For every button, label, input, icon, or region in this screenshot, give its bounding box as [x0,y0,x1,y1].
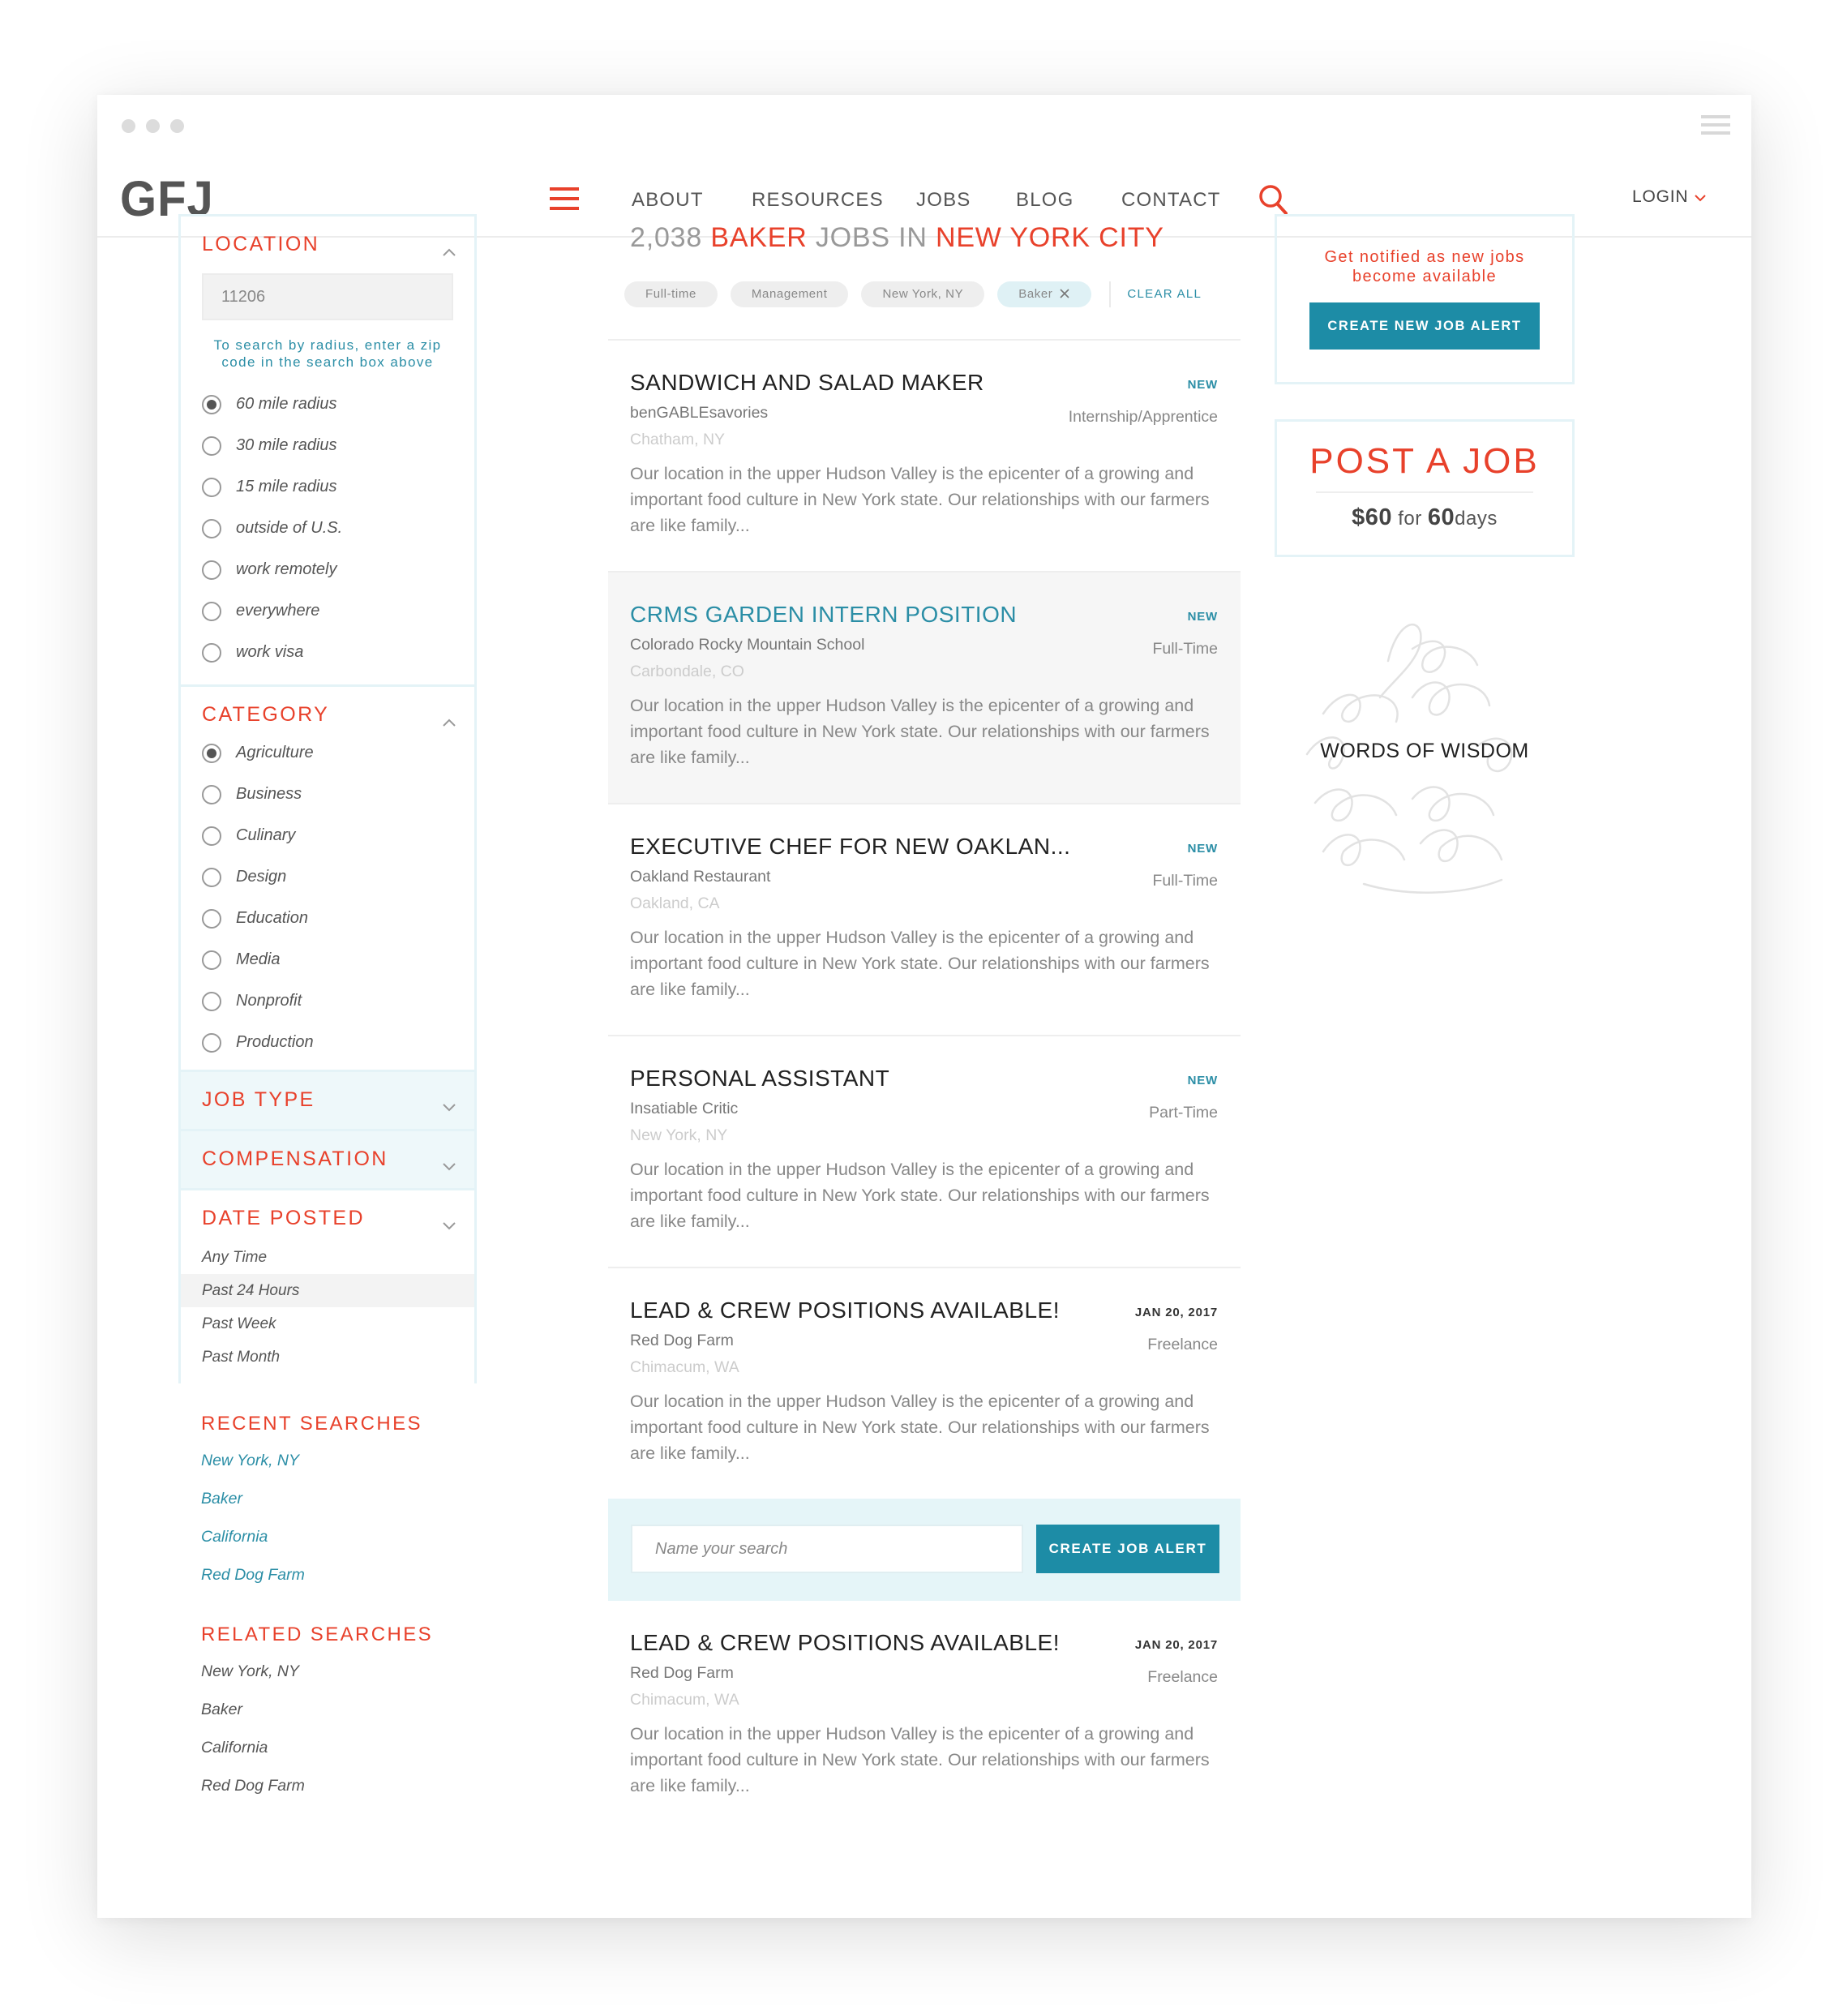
post-a-job-price [1277,504,1572,531]
job-location: Chimacum, WA [630,1358,739,1376]
location-option-work-visa[interactable] [181,632,474,673]
job-title[interactable]: SANDWICH AND SALAD MAKER [630,370,984,395]
related-search-link[interactable]: Red Dog Farm [201,1777,305,1795]
price-amount: $60 [1352,504,1393,530]
job-company: Red Dog Farm [630,1332,734,1349]
results-count: 2,038 [630,222,703,253]
compensation-filter-header[interactable] [181,1131,474,1188]
radio-button-icon[interactable] [202,519,221,538]
job-description: Our location in the upper Hudson Valley is the epicenter of a growing and important food culture in New York state. Our relationships with our farmers are like family... [630,928,1210,999]
job-location: Chimacum, WA [630,1691,739,1709]
category-option-education[interactable] [181,898,474,939]
job-location: Carbondale, CO [630,663,744,680]
divider [1316,491,1533,493]
job-type: Internship/Apprentice [1068,408,1218,426]
job-title[interactable]: EXECUTIVE CHEF FOR NEW OAKLAN... [630,834,1071,859]
job-type: Freelance [1147,1668,1218,1686]
job-company: benGABLEsavories [630,404,769,422]
hamburger-menu-icon[interactable] [550,187,579,210]
create-new-job-alert-button[interactable]: CREATE NEW JOB ALERT [1309,302,1540,350]
date-option-past-24-hours[interactable]: Past 24 Hours [181,1274,474,1307]
job-location: Chatham, NY [630,431,726,448]
category-option-label: Design [236,868,287,886]
category-option-label: Agriculture [236,744,314,761]
chevron-down-icon [442,1213,456,1237]
job-card[interactable] [608,803,1241,1035]
window-dot-icon [146,119,160,133]
filter-chips [624,281,1202,307]
related-search-link[interactable]: California [201,1739,268,1756]
chip-baker-label: Baker [1018,287,1053,301]
job-description: Our location in the upper Hudson Valley is the epicenter of a growing and important food culture in New York state. Our relationships with our farmers are like family... [630,464,1210,535]
results-location: NEW YORK CITY [935,222,1164,253]
job-alert-text: Get notified as new jobs become available [1324,248,1525,285]
location-filter [178,214,477,684]
related-searches-title: RELATED SEARCHES [201,1624,434,1645]
job-title[interactable]: LEAD & CREW POSITIONS AVAILABLE! [630,1298,1061,1323]
category-option-label: Business [236,785,302,803]
date-option-past-month[interactable]: Past Month [202,1348,281,1366]
location-option-work-remotely[interactable] [181,549,474,590]
location-option-30-mile-radius[interactable] [181,425,474,466]
compensation-filter [178,1129,477,1188]
location-option-60-mile-radius[interactable] [181,384,474,425]
location-option-everywhere[interactable] [181,590,474,632]
create-job-alert-button[interactable]: CREATE JOB ALERT [1036,1525,1219,1573]
price-for: for [1398,508,1422,530]
category-option-agriculture[interactable] [181,732,474,774]
chevron-down-icon [1695,187,1706,207]
job-card[interactable] [608,339,1241,571]
job-date: JAN 20, 2017 [1134,1306,1218,1319]
login-label: LOGIN [1632,187,1689,206]
job-description: Our location in the upper Hudson Valley is the epicenter of a growing and important food culture in New York state. Our relationships with our farmers are like family... [630,1392,1210,1463]
price-days: days [1455,508,1498,530]
date-option-any-time[interactable]: Any Time [202,1248,268,1266]
job-type-filter [178,1070,477,1129]
nav-resources[interactable]: RESOURCES [752,189,884,211]
category-option-nonprofit[interactable] [181,980,474,1022]
radio-button-icon[interactable] [202,992,221,1011]
radio-button-icon[interactable] [202,478,221,497]
location-filter-header[interactable] [181,217,474,273]
site-logo[interactable]: GFJ [120,171,214,227]
radio-button-icon[interactable] [202,868,221,887]
recent-search-link[interactable]: New York, NY [201,1452,300,1469]
job-title[interactable]: CRMS GARDEN INTERN POSITION [630,602,1018,627]
recent-search-link[interactable]: Red Dog Farm [201,1566,305,1584]
compensation-filter-title: COMPENSATION [202,1147,388,1170]
chip-baker[interactable] [997,281,1091,307]
chevron-up-icon [442,239,456,263]
job-description: Our location in the upper Hudson Valley is the epicenter of a growing and important food culture in New York state. Our relationships with our farmers are like family... [630,1724,1210,1795]
location-option-label: 60 mile radius [236,395,337,413]
new-badge: NEW [1187,1074,1218,1087]
job-card[interactable] [608,571,1241,803]
results-jobs-in: JOBS IN [815,222,928,253]
job-company: Oakland Restaurant [630,868,771,886]
price-days-num: 60 [1427,504,1455,530]
radio-button-icon[interactable] [202,602,221,621]
job-card[interactable] [608,1035,1241,1267]
job-type: Part-Time [1149,1104,1218,1122]
radio-button-icon[interactable] [202,950,221,970]
category-filter [178,684,477,1070]
nav-about[interactable]: ABOUT [632,189,704,211]
category-option-label: Culinary [236,826,296,844]
job-type-filter-title: JOB TYPE [202,1088,315,1111]
chip-location[interactable]: New York, NY [861,281,984,307]
job-location: Oakland, CA [630,894,720,912]
category-filter-title: CATEGORY [202,703,330,726]
radio-button-icon[interactable] [202,395,221,414]
words-of-wisdom-label: WORDS OF WISDOM [1320,740,1529,762]
category-option-label: Media [236,950,281,968]
category-option-business[interactable] [181,774,474,815]
location-option-label: work remotely [236,560,337,578]
name-search-input[interactable] [631,1525,1023,1573]
category-option-label: Education [236,909,308,927]
category-option-media[interactable] [181,939,474,980]
location-option-label: outside of U.S. [236,519,343,537]
post-a-job-title: POST A JOB [1309,441,1540,481]
date-posted-filter-header[interactable] [181,1190,474,1241]
job-card[interactable] [608,1601,1241,1833]
recent-searches-title: RECENT SEARCHES [201,1413,422,1435]
category-option-production[interactable] [181,1022,474,1063]
location-option-label: work visa [236,643,304,661]
job-company: Colorado Rocky Mountain School [630,636,865,654]
chip-management[interactable]: Management [731,281,849,307]
location-option-label: everywhere [236,602,320,620]
job-alert-card [1275,214,1575,384]
chevron-up-icon [442,710,456,733]
radio-button-icon[interactable] [202,436,221,456]
job-type: Full-Time [1152,872,1218,890]
post-a-job-card[interactable] [1275,419,1575,557]
new-badge: NEW [1187,842,1218,856]
chevron-down-icon [442,1095,456,1118]
results-heading [630,222,1164,254]
location-option-label: 30 mile radius [236,436,337,454]
location-filter-title: LOCATION [202,233,320,255]
radio-button-icon[interactable] [202,785,221,804]
category-option-culinary[interactable] [181,815,474,856]
radio-button-icon[interactable] [202,744,221,763]
job-type: Full-Time [1152,640,1218,658]
location-option-15-mile-radius[interactable] [181,466,474,508]
job-type: Freelance [1147,1336,1218,1353]
category-filter-header[interactable] [181,687,474,732]
window-menu-icon[interactable] [1701,115,1730,135]
job-card[interactable] [608,1267,1241,1499]
date-posted-filter [178,1188,477,1383]
related-search-link[interactable]: Baker [201,1701,242,1718]
location-option-label: 15 mile radius [236,478,337,495]
job-date: JAN 20, 2017 [1134,1638,1218,1652]
nav-jobs[interactable]: JOBS [916,189,971,211]
chevron-down-icon [442,1154,456,1177]
clear-all-link[interactable]: CLEAR ALL [1109,281,1202,307]
radio-button-icon[interactable] [202,1033,221,1053]
location-option-outside-of-u-s[interactable] [181,508,474,549]
radio-button-icon[interactable] [202,909,221,929]
login-menu[interactable] [1632,187,1706,207]
job-title[interactable]: LEAD & CREW POSITIONS AVAILABLE! [630,1630,1061,1655]
category-option-label: Nonprofit [236,992,302,1010]
recent-search-link[interactable]: Baker [201,1490,242,1508]
results-keyword: BAKER [710,222,808,253]
window-dot-icon [170,119,184,133]
job-company: Red Dog Farm [630,1664,734,1682]
job-company: Insatiable Critic [630,1100,739,1117]
filter-sidebar [178,214,477,1805]
related-search-link[interactable]: New York, NY [201,1662,300,1680]
recent-search-link[interactable]: California [201,1528,268,1546]
nav-contact[interactable]: CONTACT [1121,189,1221,211]
radio-button-icon[interactable] [202,826,221,846]
radio-button-icon[interactable] [202,643,221,663]
new-badge: NEW [1187,378,1218,392]
category-option-label: Production [236,1033,314,1051]
job-title[interactable]: PERSONAL ASSISTANT [630,1066,890,1091]
new-badge: NEW [1187,610,1218,624]
category-option-design[interactable] [181,856,474,898]
nav-blog[interactable]: BLOG [1016,189,1074,211]
job-location: New York, NY [630,1126,728,1144]
radius-hint: To search by radius, enter a zip code in the search box above [213,337,442,370]
date-option-past-week[interactable]: Past Week [202,1315,276,1332]
radio-button-icon[interactable] [202,560,221,580]
job-description: Our location in the upper Hudson Valley is the epicenter of a growing and important food culture in New York state. Our relationships with our farmers are like family... [630,1160,1210,1231]
chip-full-time[interactable]: Full-time [624,281,718,307]
date-posted-filter-title: DATE POSTED [202,1207,365,1229]
close-icon[interactable] [1059,283,1070,309]
job-description: Our location in the upper Hudson Valley is the epicenter of a growing and important food culture in New York state. Our relationships with our farmers are like family... [630,696,1210,767]
job-list [608,339,1241,1833]
save-search-bar [608,1499,1241,1601]
zip-input[interactable]: 11206 [202,273,453,320]
window-dot-icon [122,119,135,133]
job-type-filter-header[interactable] [181,1072,474,1129]
words-of-wisdom [1275,600,1575,908]
